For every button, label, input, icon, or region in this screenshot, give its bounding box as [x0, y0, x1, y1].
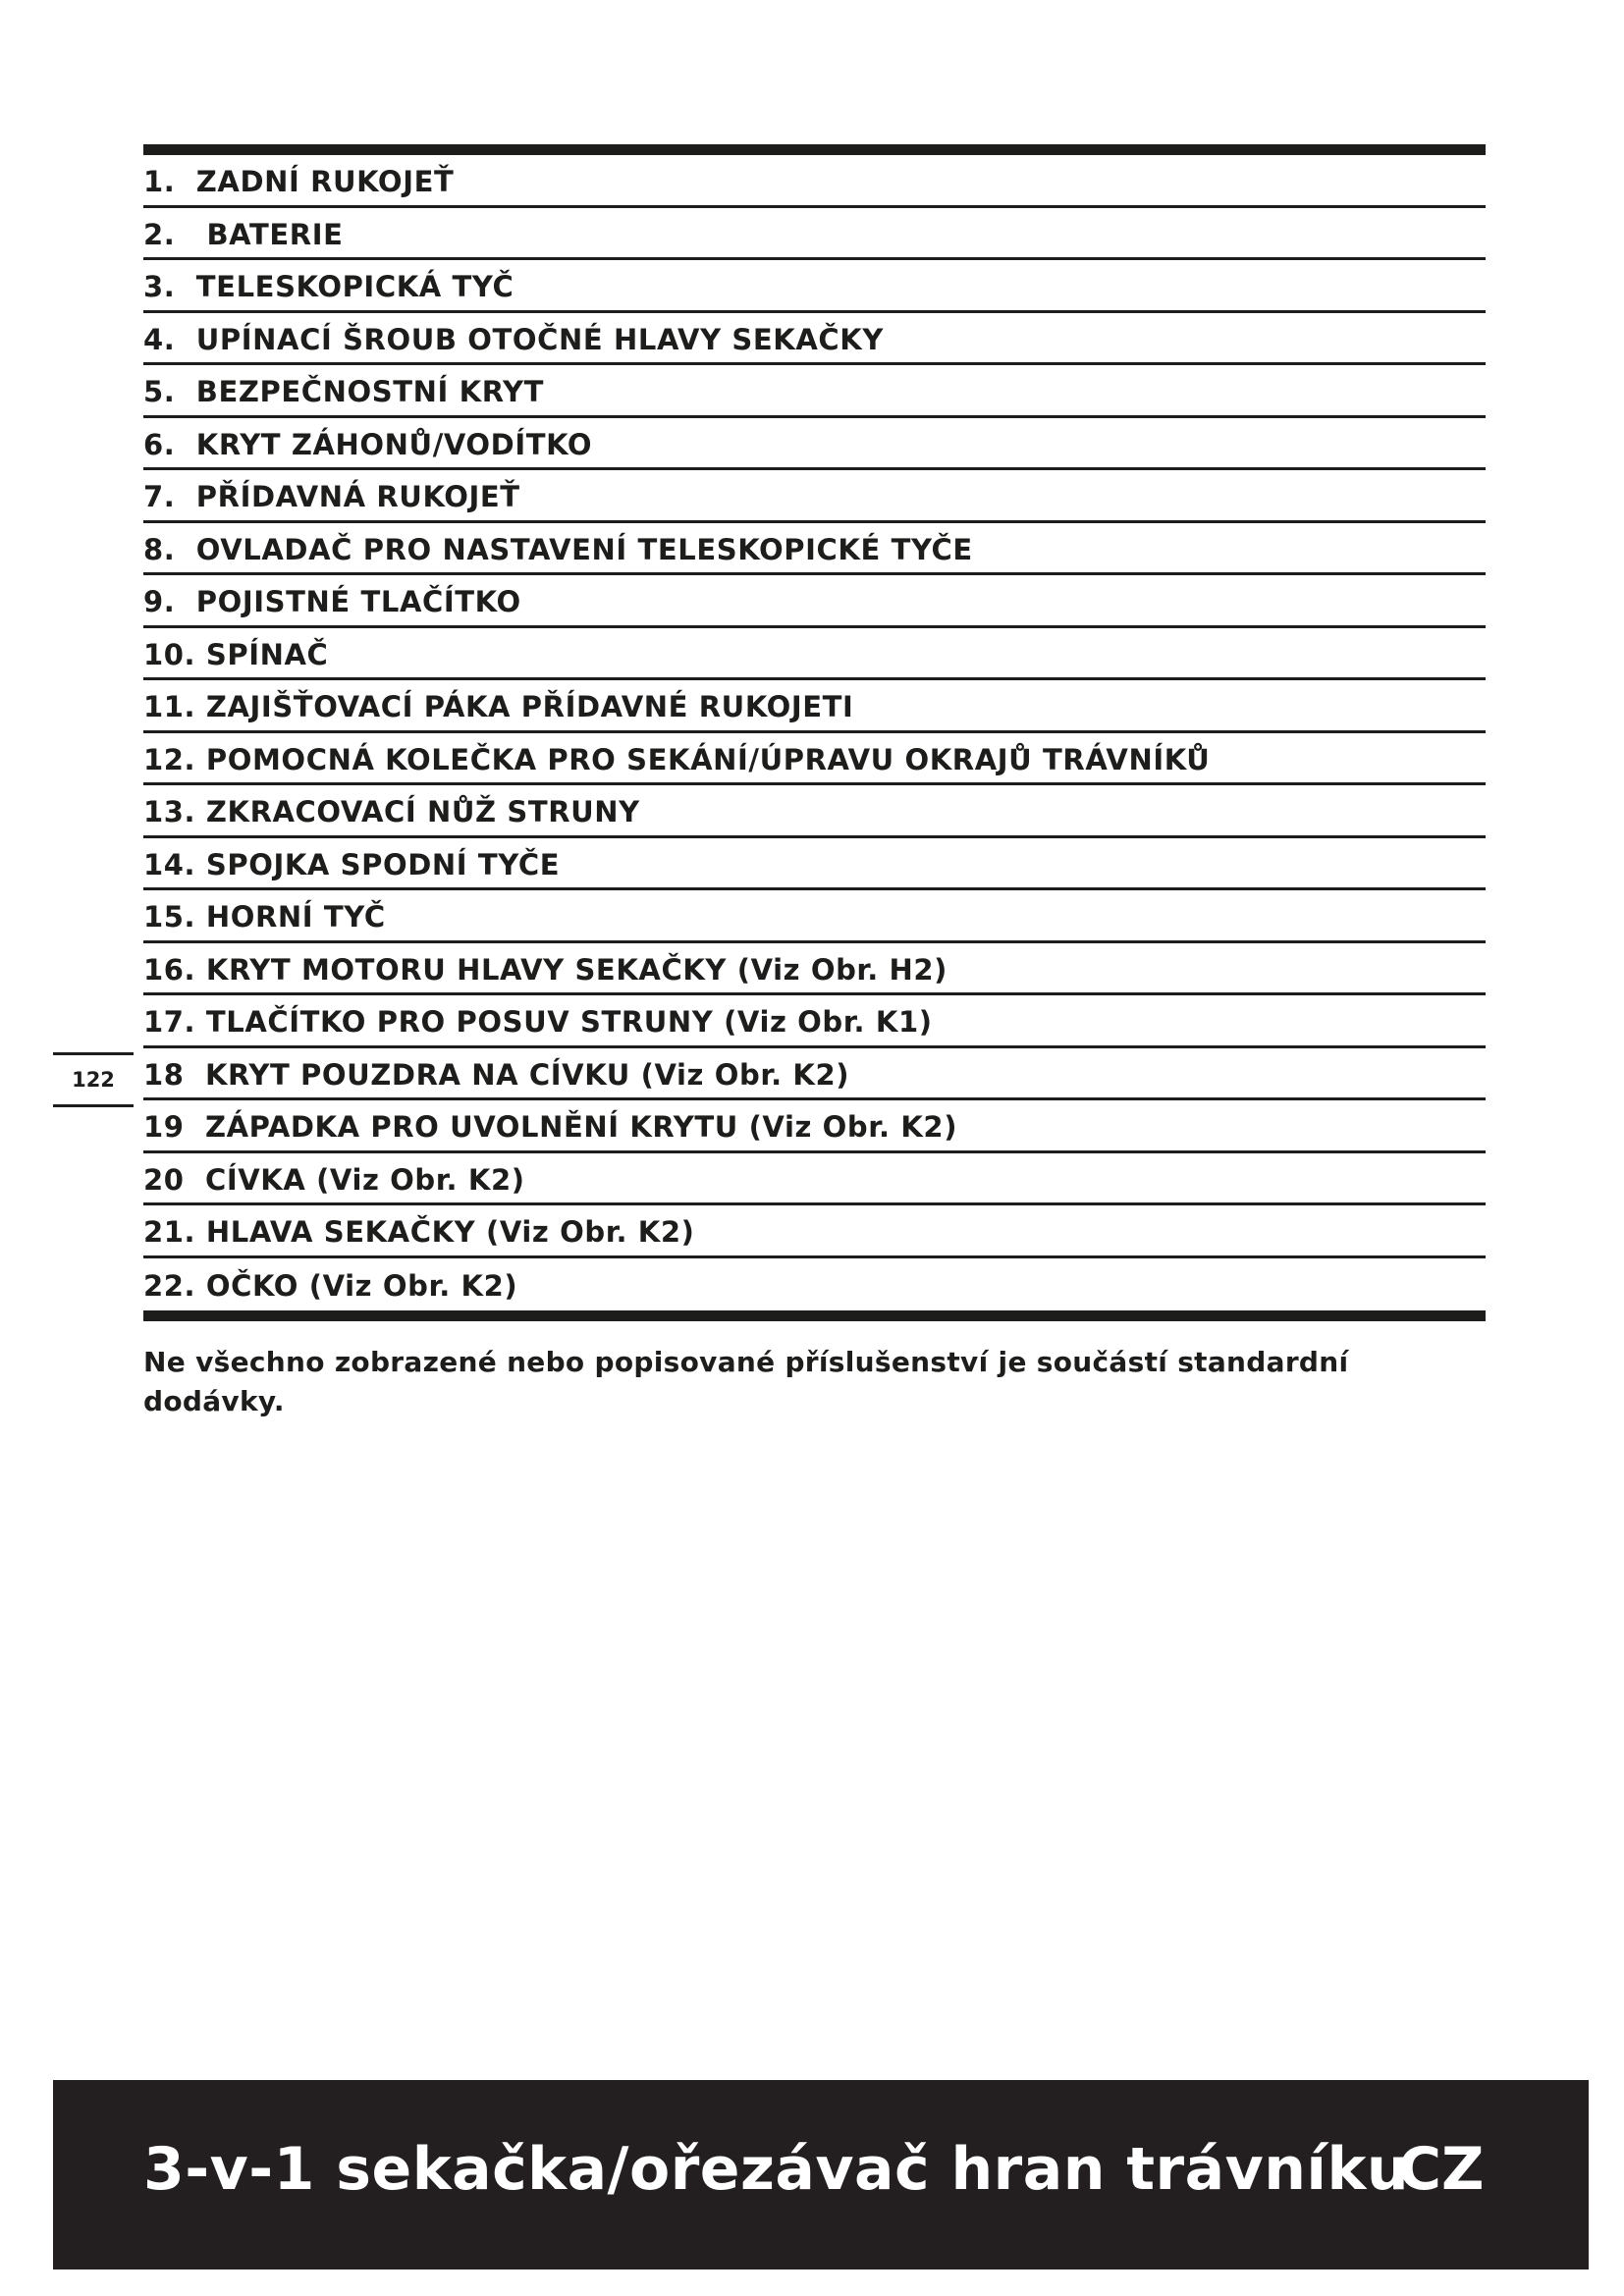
part-item: 16. KRYT MOTORU HLAVY SEKAČKY (Viz Obr. H2) [143, 943, 1486, 996]
product-title: 3-v-1 sekačka/ořezávač hran trávníku [143, 2135, 1410, 2204]
part-item: 13. ZKRACOVACÍ NŮŽ STRUNY [143, 785, 1486, 838]
part-item: 9. POJISTNÉ TLAČÍTKO [143, 575, 1486, 628]
language-code: CZ [1398, 2135, 1485, 2204]
part-item: 6. KRYT ZÁHONŮ/VODÍTKO [143, 418, 1486, 471]
part-item: 4. UPÍNACÍ ŠROUB OTOČNÉ HLAVY SEKAČKY [143, 313, 1486, 366]
part-item: 21. HLAVA SEKAČKY (Viz Obr. K2) [143, 1205, 1486, 1258]
part-item: 17. TLAČÍTKO PRO POSUV STRUNY (Viz Obr. K1) [143, 995, 1486, 1048]
part-item: 10. SPÍNAČ [143, 628, 1486, 681]
part-item: 18 KRYT POUZDRA NA CÍVKU (Viz Obr. K2) [143, 1048, 1486, 1101]
part-item: 7. PŘÍDAVNÁ RUKOJEŤ [143, 470, 1486, 523]
page-number: 122 [53, 1052, 134, 1107]
part-item: 15. HORNÍ TYČ [143, 890, 1486, 943]
part-item: 12. POMOCNÁ KOLEČKA PRO SEKÁNÍ/ÚPRAVU OKRAJŮ TRÁVNÍKŮ [143, 733, 1486, 786]
part-item: 11. ZAJIŠŤOVACÍ PÁKA PŘÍDAVNÉ RUKOJETI [143, 680, 1486, 733]
accessories-note: Ne všechno zobrazené nebo popisované příslušenství je součástí standardní dodávky. [143, 1346, 1349, 1417]
part-item: 22. OČKO (Viz Obr. K2) [143, 1269, 518, 1304]
part-item: 3. TELESKOPICKÁ TYČ [143, 260, 1486, 313]
part-item: 1. ZADNÍ RUKOJEŤ [143, 155, 1486, 208]
part-item: 19 ZÁPADKA PRO UVOLNĚNÍ KRYTU (Viz Obr. K2) [143, 1100, 1486, 1153]
part-item: 2. BATERIE [143, 208, 1486, 261]
parts-list [143, 155, 1486, 1310]
part-item: 20 CÍVKA (Viz Obr. K2) [143, 1153, 1486, 1206]
part-item: 5. BEZPEČNOSTNÍ KRYT [143, 365, 1486, 418]
part-item: 14. SPOJKA SPODNÍ TYČE [143, 838, 1486, 891]
part-item: 8. OVLADAČ PRO NASTAVENÍ TELESKOPICKÉ TYČE [143, 523, 1486, 576]
top-rule [143, 144, 1486, 155]
footer-band [53, 2080, 1589, 2269]
bottom-rule [143, 1310, 1486, 1321]
